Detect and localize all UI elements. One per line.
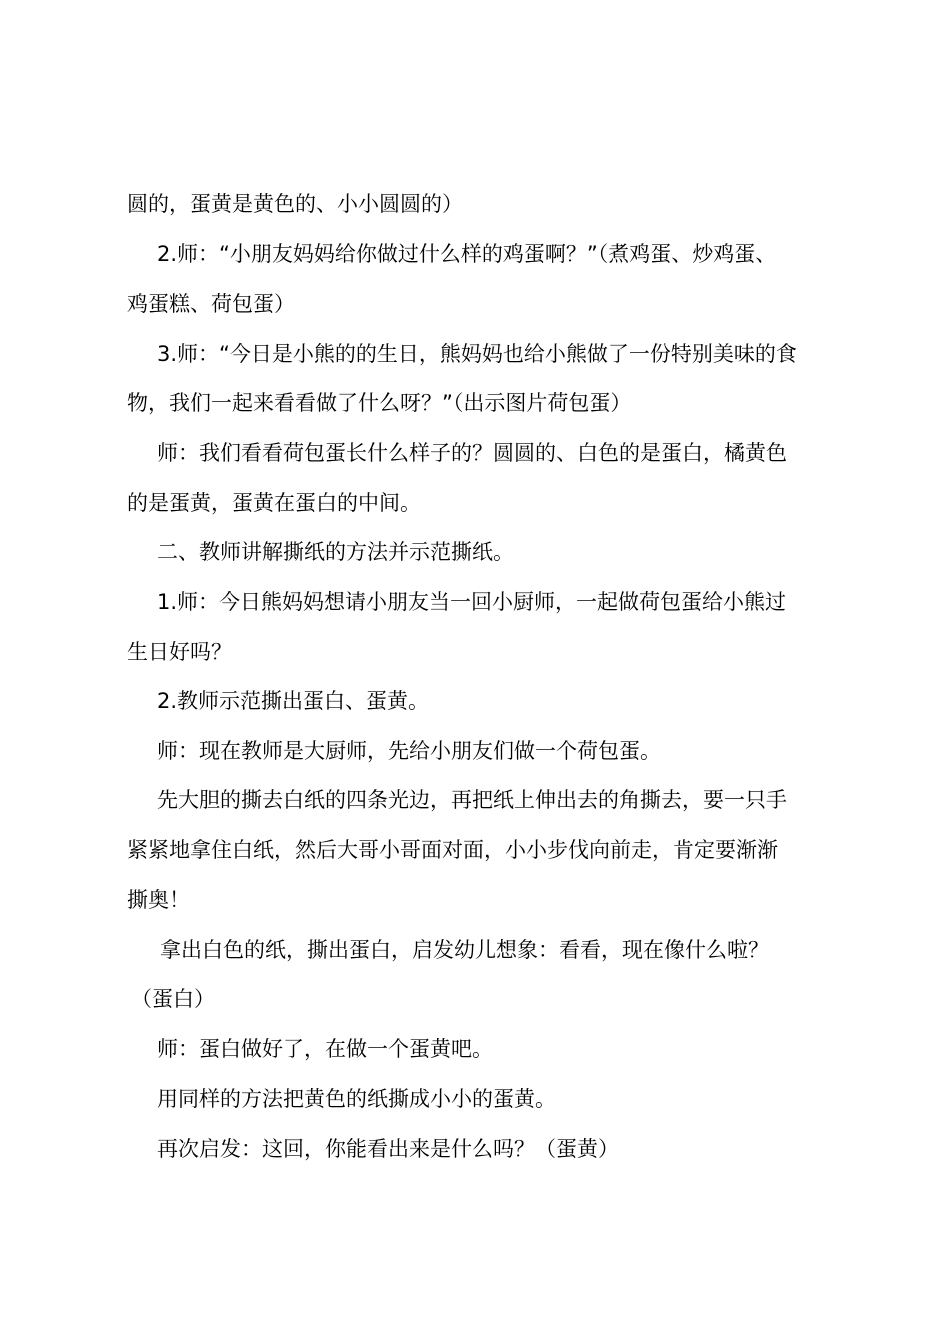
- text-line: 师：我们看看荷包蛋长什么样子的？圆圆的、白色的是蛋白，橘黄色: [157, 441, 787, 465]
- text-line: 师：现在教师是大厨师，先给小朋友们做一个荷包蛋。: [157, 739, 661, 763]
- text-line: 3.师：“今日是小熊的的生日，熊妈妈也给小熊做了一份特别美味的食: [157, 342, 797, 366]
- text-line: 物，我们一起来看看做了什么呀？”（出示图片荷包蛋）: [127, 391, 632, 415]
- text-line: 师：蛋白做好了，在做一个蛋黄吧。: [157, 1037, 493, 1061]
- text-line: 2.教师示范撕出蛋白、蛋黄。: [157, 689, 430, 713]
- text-line: 紧紧地拿住白纸，然后大哥小哥面对面，小小步伐向前走，肯定要渐渐: [127, 838, 778, 862]
- text-line: 1.师：今日熊妈妈想请小朋友当一回小厨师，一起做荷包蛋给小熊过: [157, 590, 787, 614]
- text-line: 2.师：“小朋友妈妈给你做过什么样的鸡蛋啊？”（煮鸡蛋、炒鸡蛋、: [157, 242, 777, 266]
- text-line: 先大胆的撕去白纸的四条光边，再把纸上伸出去的角撕去，要一只手: [157, 788, 787, 812]
- text-line: 生日好吗？: [127, 640, 232, 664]
- text-line: （蛋白）: [131, 987, 215, 1011]
- section-heading: 二、教师讲解撕纸的方法并示范撕纸。: [157, 540, 514, 564]
- text-line: 圆的，蛋黄是黄色的、小小圆圆的）: [127, 192, 463, 216]
- text-line: 再次启发：这回，你能看出来是什么吗？（蛋黄）: [157, 1137, 619, 1161]
- text-line: 拿出白色的纸，撕出蛋白，启发幼儿想象：看看，现在像什么啦？: [160, 938, 769, 962]
- text-line: 鸡蛋糕、荷包蛋）: [127, 292, 295, 316]
- text-line: 用同样的方法把黄色的纸撕成小小的蛋黄。: [157, 1087, 556, 1111]
- text-line: 撕奥！: [127, 888, 190, 912]
- text-line: 的是蛋黄，蛋黄在蛋白的中间。: [127, 491, 421, 515]
